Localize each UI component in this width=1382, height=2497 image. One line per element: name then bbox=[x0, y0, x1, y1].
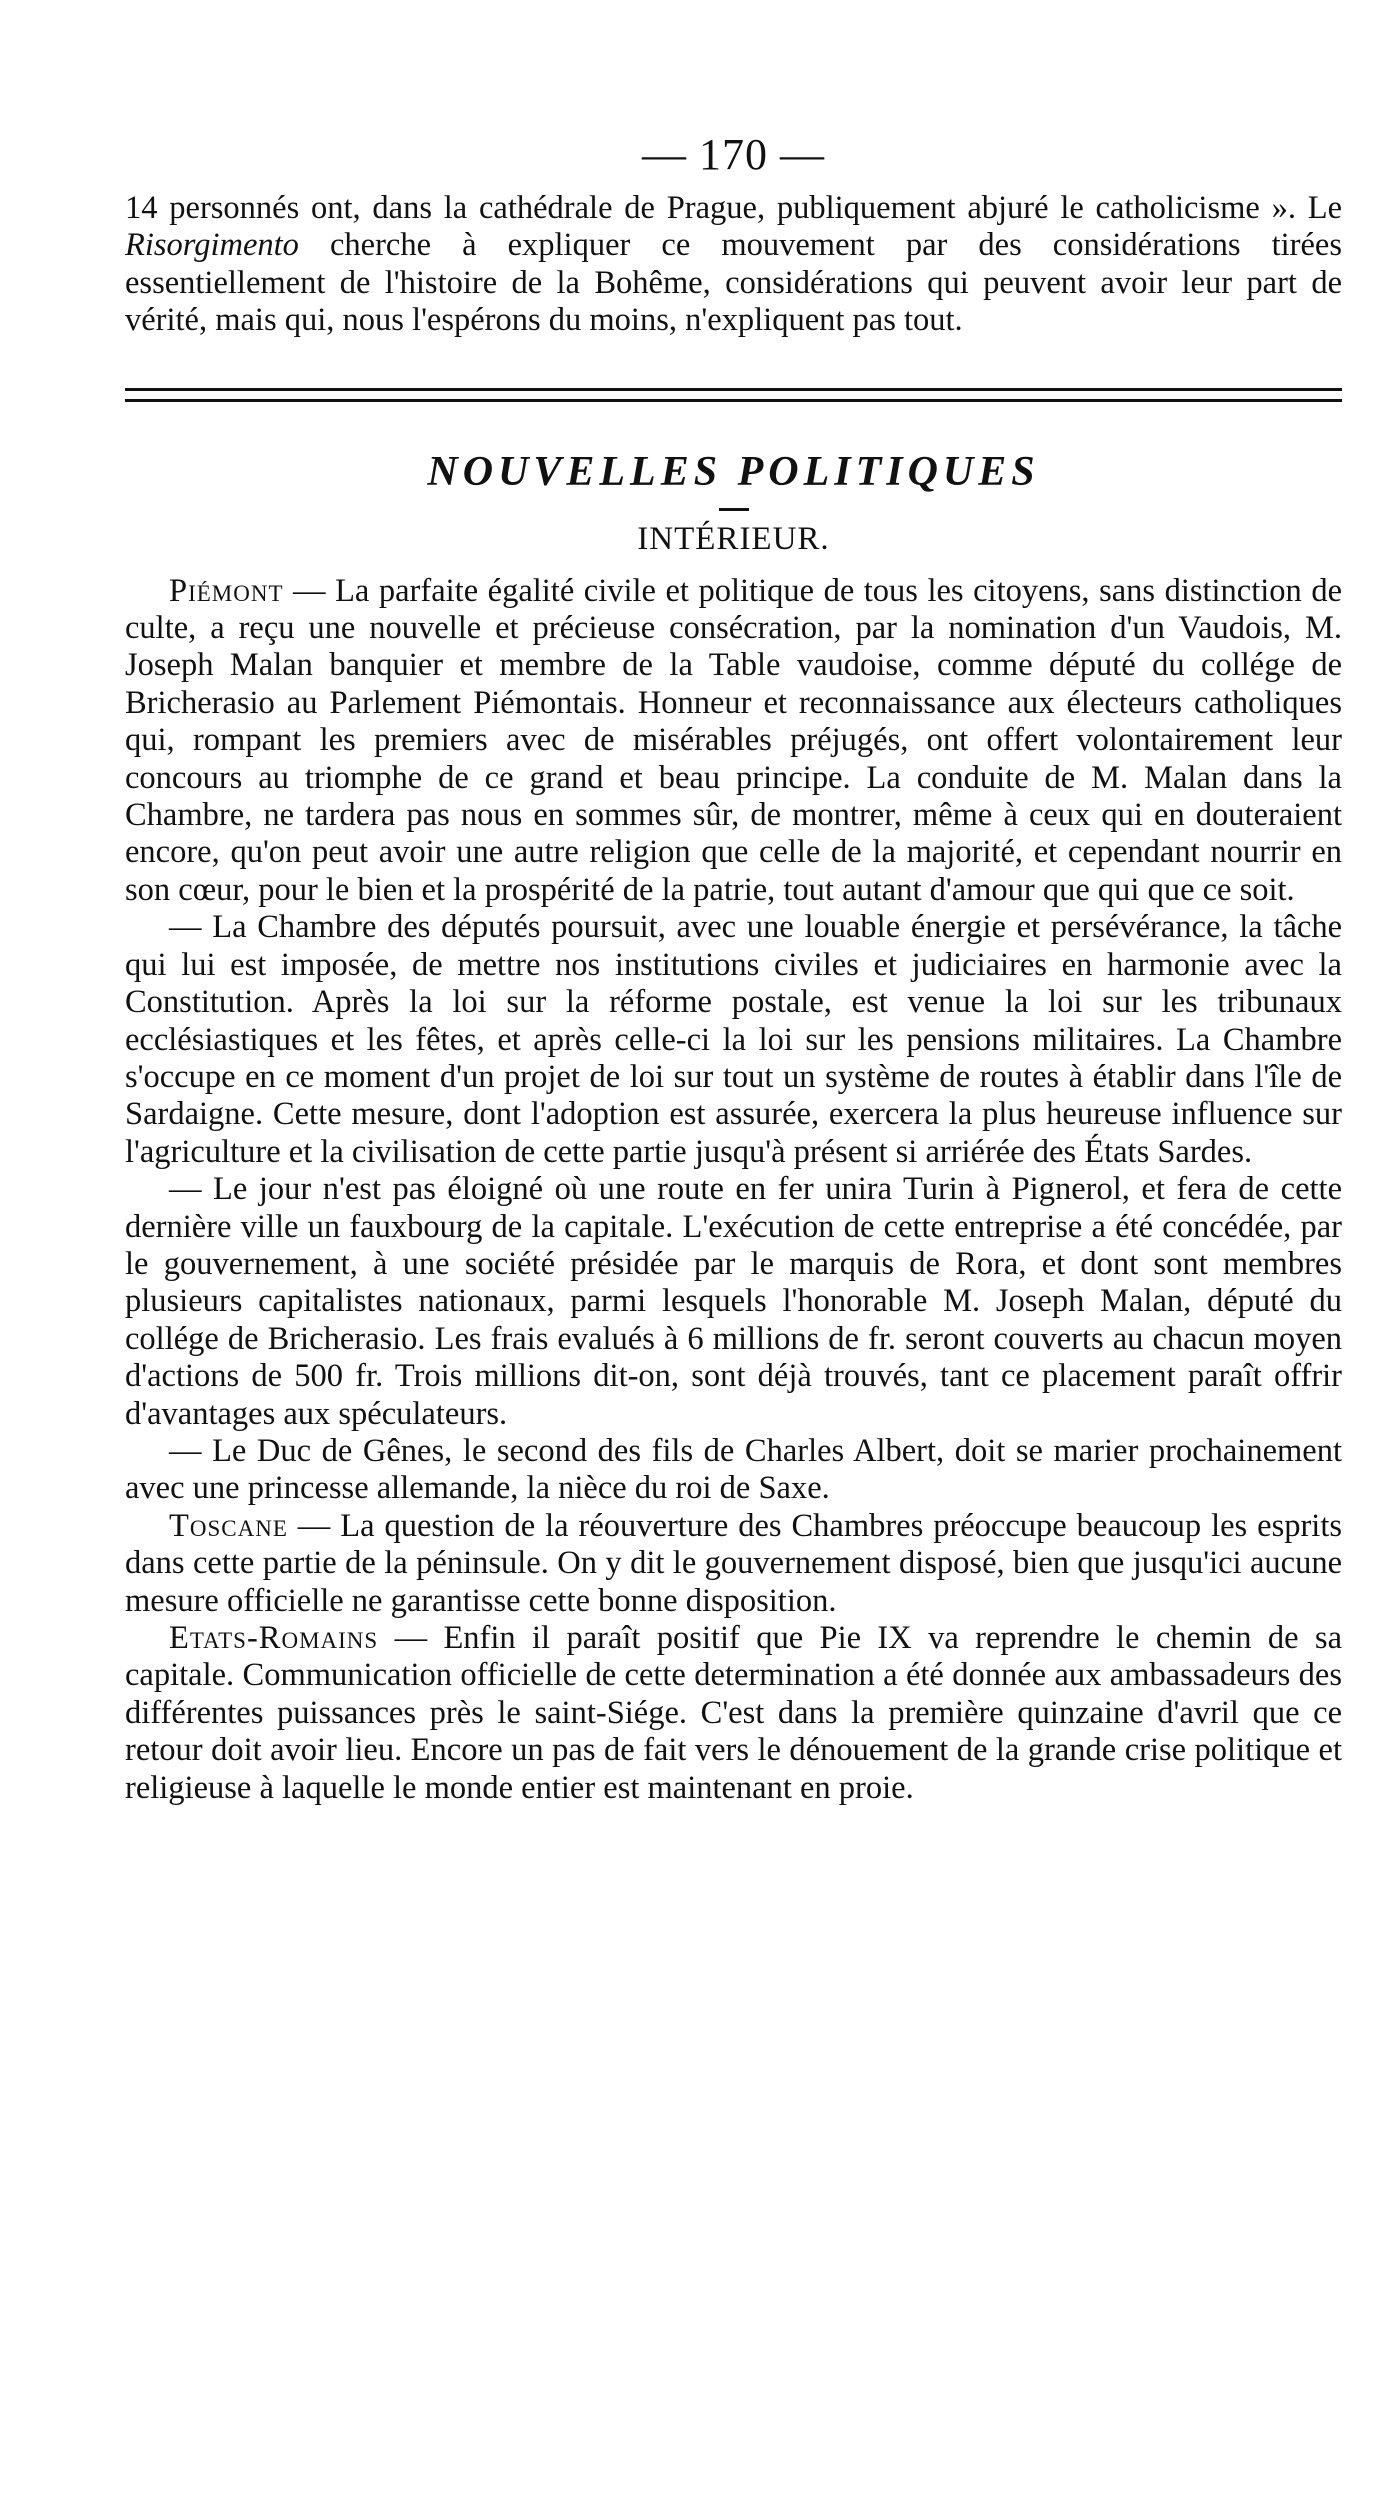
page-number: — 170 — bbox=[642, 130, 825, 179]
paragraph-text: — Le jour n'est pas éloigné où une route en fer unira Turin à Pignerol, et fera de cette dernière ville un fauxbourg de la capitale. L'exécution de cette entreprise a été concédée, par le gouvernement, à une société présidée par le marquis de Rora, et dont sont membres plusieurs capitalistes nationaux, parmi lesquels l'honorable M. Joseph Malan, député du collége de Bricherasio. Les frais evalués à 6 millions de fr. seront couverts au chacun moyen d'actions de 500 fr. Trois millions dit-on, sont déjà trouvés, tant ce placement paraît offrir d'avantages aux spéculateurs. bbox=[125, 1171, 1342, 1432]
double-rule-divider bbox=[125, 388, 1342, 402]
paragraph-route-fer bbox=[125, 1171, 1342, 1433]
paragraph-text: — Enfin il paraît positif que Pie IX va reprendre le chemin de sa capitale. Communication officielle de cette determination a été donnée aux ambassadeurs des différentes puissances près le saint-Siége. C'est dans la première quinzaine d'avril que ce retour doit avoir lieu. Encore un pas de fait vers le dénouement de la grande crise politique et religieuse à laquelle le monde entier est maintenant en proie. bbox=[125, 1620, 1342, 1806]
paragraph-text: — La question de la réouverture des Chambres préoccupe beaucoup les esprits dans cette partie de la péninsule. On y dit le gouvernement disposé, bien que jusqu'ici aucune mesure officielle ne garantisse cette bonne disposition. bbox=[125, 1507, 1342, 1619]
paragraph-piemont bbox=[125, 573, 1342, 910]
document-page bbox=[125, 130, 1342, 1847]
paragraph-label: Etats-Romains bbox=[169, 1620, 379, 1656]
paragraph-chambre bbox=[125, 909, 1342, 1171]
section-title: NOUVELLES POLITIQUES bbox=[427, 448, 1040, 495]
paragraph-toscane bbox=[125, 1508, 1342, 1620]
paragraph-etats-romains bbox=[125, 1620, 1342, 1807]
intro-paragraph bbox=[125, 190, 1342, 340]
paragraph-duc-genes bbox=[125, 1433, 1342, 1508]
short-rule-divider bbox=[719, 508, 749, 511]
intro-text-end: cherche à expliquer ce mouvement par des considérations tirées essentiellement de l'histoire de la Bohême, considérations qui peuvent avoir leur part de vérité, mais qui, nous l'espérons du moins, n'expliquent pas tout. bbox=[125, 227, 1342, 339]
intro-emphasis: Risorgimento bbox=[125, 227, 299, 264]
paragraph-label: Piémont bbox=[169, 572, 284, 609]
paragraph-text: — La Chambre des députés poursuit, avec une louable énergie et persévérance, la tâche qui lui est imposée, de mettre nos institutions civiles et judiciaires en harmonie avec la Constitution. Après la loi sur la réforme postale, est venue la loi sur les tribunaux ecclésiastiques et les fêtes, et après celle-ci la loi sur les pensions militaires. La Chambre s'occupe en ce moment d'un projet de loi sur tout un système de routes à établir dans l'île de Sardaigne. Cette mesure, dont l'adoption est assurée, exercera la plus heureuse influence sur l'agriculture et la civilisation de cette partie jusqu'à présent si arriérée des États Sardes. bbox=[125, 909, 1342, 1170]
intro-text-start: 14 personnés ont, dans la cathédrale de Prague, publiquement abjuré le catholicisme ». Le bbox=[125, 190, 1342, 226]
paragraph-text: — Le Duc de Gênes, le second des fils de Charles Albert, doit se marier prochainement avec une princesse allemande, la nièce du roi de Saxe. bbox=[125, 1432, 1342, 1507]
section-subtitle: INTÉRIEUR. bbox=[637, 520, 830, 557]
paragraph-text: — La parfaite égalité civile et politique de tous les citoyens, sans distinction de culte, a reçu une nouvelle et précieuse consécration, par la nomination d'un Vaudois, M. Joseph Malan banquier et membre de la Table vaudoise, comme député du collége de Bricherasio au Parlement Piémontais. Honneur et reconnaissance aux électeurs catholiques qui, rompant les premiers avec de misérables préjugés, ont offert volontairement leur concours au triomphe de ce grand et beau principe. La conduite de M. Malan dans la Chambre, ne tardera pas nous en sommes sûr, de montrer, même à ceux qui en douteraient encore, qu'on peut avoir une autre religion que celle de la majorité, et cependant nourrir en son cœur, pour le bien et la prospérité de la patrie, tout autant d'amour que qui que ce soit. bbox=[125, 572, 1342, 908]
paragraph-label: Toscane bbox=[169, 1507, 288, 1544]
bottom-margin bbox=[125, 1807, 1342, 1847]
